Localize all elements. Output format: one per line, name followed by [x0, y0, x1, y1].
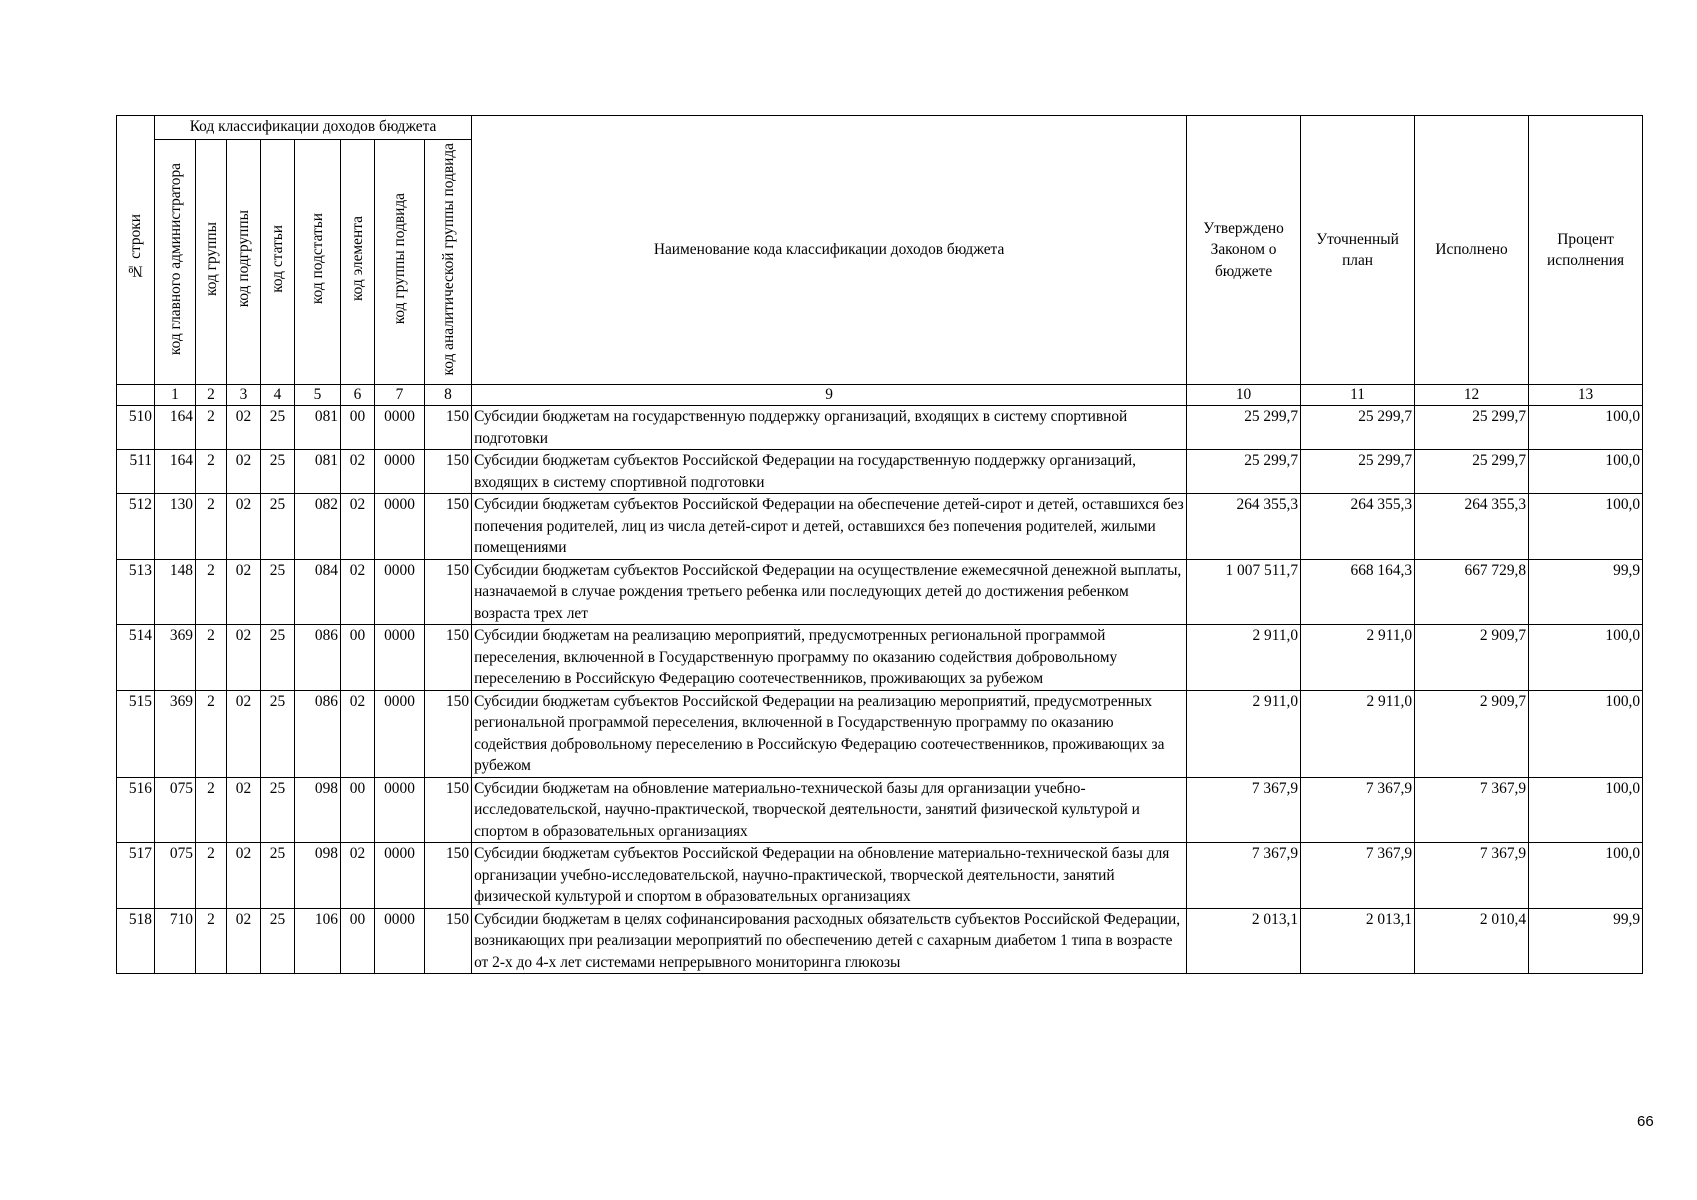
cell-no: 516 — [117, 777, 155, 843]
cell-no: 515 — [117, 690, 155, 777]
cell-no: 511 — [117, 450, 155, 494]
column-number: 9 — [472, 385, 1187, 406]
column-number: 12 — [1415, 385, 1529, 406]
cell-percent: 99,9 — [1529, 908, 1643, 974]
cell-subgrp: 0000 — [375, 777, 425, 843]
cell-subgrp: 0000 — [375, 559, 425, 625]
cell-subart: 086 — [295, 625, 341, 691]
cell-refined: 668 164,3 — [1301, 559, 1415, 625]
header-name: Наименование кода классификации доходов бюджета — [472, 116, 1187, 385]
cell-executed: 667 729,8 — [1415, 559, 1529, 625]
table-row — [117, 625, 1643, 691]
column-number-row — [117, 385, 1643, 406]
cell-percent: 100,0 — [1529, 450, 1643, 494]
cell-subart: 081 — [295, 406, 341, 450]
cell-executed: 25 299,7 — [1415, 406, 1529, 450]
column-number: 13 — [1529, 385, 1643, 406]
cell-subart: 082 — [295, 494, 341, 560]
cell-art: 25 — [261, 494, 295, 560]
cell-grp: 2 — [196, 494, 227, 560]
cell-sub: 02 — [227, 777, 261, 843]
cell-sub: 02 — [227, 843, 261, 909]
cell-refined: 264 355,3 — [1301, 494, 1415, 560]
column-number: 3 — [227, 385, 261, 406]
cell-executed: 2 909,7 — [1415, 625, 1529, 691]
cell-elem: 02 — [341, 559, 375, 625]
cell-name: Субсидии бюджетам в целях софинансирования расходных обязательств субъектов Российской Федерации, возникающих при реализации мероприятий по обеспечению детей с сахарным диабетом 1 типа в возрасте от 2-х до 4-х лет системами непрерывного мониторинга глюкозы — [472, 908, 1187, 974]
cell-refined: 25 299,7 — [1301, 406, 1415, 450]
column-number: 6 — [341, 385, 375, 406]
cell-approved: 25 299,7 — [1187, 406, 1301, 450]
cell-name: Субсидии бюджетам на реализацию мероприятий, предусмотренных региональной программой переселения, включенной в Государственную программу по оказанию содействия добровольному переселению в Российскую Федерацию соотечественников, проживающих за рубежом — [472, 625, 1187, 691]
cell-art: 25 — [261, 450, 295, 494]
cell-executed: 7 367,9 — [1415, 843, 1529, 909]
cell-admin: 164 — [155, 450, 196, 494]
cell-name: Субсидии бюджетам на государственную поддержку организаций, входящих в систему спортивной подготовки — [472, 406, 1187, 450]
cell-subart: 084 — [295, 559, 341, 625]
header-refined: Уточненный план — [1301, 116, 1415, 385]
cell-grp: 2 — [196, 406, 227, 450]
cell-subgrp: 0000 — [375, 908, 425, 974]
header-code-subtype-group: код группы подвида — [375, 140, 425, 385]
header-approved: Утверждено Законом о бюджете — [1187, 116, 1301, 385]
cell-approved: 1 007 511,7 — [1187, 559, 1301, 625]
cell-percent: 100,0 — [1529, 406, 1643, 450]
cell-art: 25 — [261, 908, 295, 974]
cell-anal: 150 — [425, 690, 472, 777]
column-number: 10 — [1187, 385, 1301, 406]
cell-grp: 2 — [196, 843, 227, 909]
cell-admin: 075 — [155, 843, 196, 909]
cell-grp: 2 — [196, 777, 227, 843]
table-row — [117, 908, 1643, 974]
cell-anal: 150 — [425, 450, 472, 494]
cell-name: Субсидии бюджетам субъектов Российской Федерации на обновление материально-технической базы для организации учебно-исследовательской, научно-практической, творческой деятельности, занятий физической культурой и спортом в образовательных организациях — [472, 843, 1187, 909]
cell-admin: 075 — [155, 777, 196, 843]
header-code-subgroup: код подгруппы — [227, 140, 261, 385]
cell-subgrp: 0000 — [375, 625, 425, 691]
cell-admin: 369 — [155, 690, 196, 777]
header-executed: Исполнено — [1415, 116, 1529, 385]
cell-no: 510 — [117, 406, 155, 450]
cell-admin: 148 — [155, 559, 196, 625]
cell-no: 512 — [117, 494, 155, 560]
cell-no: 517 — [117, 843, 155, 909]
cell-anal: 150 — [425, 777, 472, 843]
cell-elem: 00 — [341, 908, 375, 974]
table-row — [117, 777, 1643, 843]
cell-sub: 02 — [227, 625, 261, 691]
cell-no: 518 — [117, 908, 155, 974]
cell-percent: 100,0 — [1529, 625, 1643, 691]
cell-name: Субсидии бюджетам субъектов Российской Федерации на обеспечение детей-сирот и детей, оставшихся без попечения родителей, лиц из числа детей-сирот и детей, оставшихся без попечения родителей, жилыми помещениями — [472, 494, 1187, 560]
cell-approved: 7 367,9 — [1187, 777, 1301, 843]
cell-percent: 100,0 — [1529, 777, 1643, 843]
cell-name: Субсидии бюджетам субъектов Российской Федерации на осуществление ежемесячной денежной выплаты, назначаемой в случае рождения третьего ребенка или последующих детей до достижения ребенком возраста трех лет — [472, 559, 1187, 625]
cell-sub: 02 — [227, 494, 261, 560]
header-code-analytic-group: код аналитической группы подвида — [425, 140, 472, 385]
cell-approved: 264 355,3 — [1187, 494, 1301, 560]
column-number: 1 — [155, 385, 196, 406]
cell-sub: 02 — [227, 908, 261, 974]
cell-refined: 7 367,9 — [1301, 777, 1415, 843]
cell-anal: 150 — [425, 559, 472, 625]
cell-subgrp: 0000 — [375, 843, 425, 909]
budget-revenue-table — [116, 115, 1643, 974]
cell-approved: 2 911,0 — [1187, 625, 1301, 691]
cell-art: 25 — [261, 559, 295, 625]
cell-elem: 02 — [341, 494, 375, 560]
cell-percent: 99,9 — [1529, 559, 1643, 625]
cell-approved: 2 911,0 — [1187, 690, 1301, 777]
cell-anal: 150 — [425, 908, 472, 974]
cell-refined: 25 299,7 — [1301, 450, 1415, 494]
cell-name: Субсидии бюджетам субъектов Российской Федерации на государственную поддержку организаций, входящих в систему спортивной подготовки — [472, 450, 1187, 494]
column-number: 2 — [196, 385, 227, 406]
cell-executed: 2 909,7 — [1415, 690, 1529, 777]
cell-admin: 130 — [155, 494, 196, 560]
cell-art: 25 — [261, 690, 295, 777]
cell-approved: 2 013,1 — [1187, 908, 1301, 974]
header-code-group: код группы — [196, 140, 227, 385]
cell-admin: 369 — [155, 625, 196, 691]
cell-art: 25 — [261, 843, 295, 909]
column-number: 11 — [1301, 385, 1415, 406]
header-code-subarticle: код подстатьи — [295, 140, 341, 385]
cell-percent: 100,0 — [1529, 690, 1643, 777]
cell-subart: 098 — [295, 777, 341, 843]
header-code-element: код элемента — [341, 140, 375, 385]
header-classification-group: Код классификации доходов бюджета — [155, 116, 472, 140]
cell-refined: 2 911,0 — [1301, 690, 1415, 777]
cell-subgrp: 0000 — [375, 406, 425, 450]
header-percent: Процент исполнения — [1529, 116, 1643, 385]
cell-sub: 02 — [227, 690, 261, 777]
cell-elem: 00 — [341, 625, 375, 691]
cell-anal: 150 — [425, 406, 472, 450]
column-number: 4 — [261, 385, 295, 406]
cell-refined: 2 013,1 — [1301, 908, 1415, 974]
cell-grp: 2 — [196, 450, 227, 494]
cell-grp: 2 — [196, 908, 227, 974]
column-number: 5 — [295, 385, 341, 406]
page-number: 66 — [1637, 1113, 1654, 1130]
table-row — [117, 450, 1643, 494]
cell-art: 25 — [261, 625, 295, 691]
cell-executed: 2 010,4 — [1415, 908, 1529, 974]
cell-elem: 02 — [341, 450, 375, 494]
cell-admin: 164 — [155, 406, 196, 450]
header-code-admin: код главного администратора — [155, 140, 196, 385]
cell-anal: 150 — [425, 843, 472, 909]
cell-approved: 25 299,7 — [1187, 450, 1301, 494]
cell-executed: 25 299,7 — [1415, 450, 1529, 494]
cell-subart: 086 — [295, 690, 341, 777]
cell-subgrp: 0000 — [375, 690, 425, 777]
cell-elem: 00 — [341, 406, 375, 450]
cell-grp: 2 — [196, 625, 227, 691]
cell-elem: 00 — [341, 777, 375, 843]
cell-elem: 02 — [341, 690, 375, 777]
column-number: 8 — [425, 385, 472, 406]
cell-refined: 7 367,9 — [1301, 843, 1415, 909]
table-row — [117, 843, 1643, 909]
cell-sub: 02 — [227, 450, 261, 494]
cell-no: 514 — [117, 625, 155, 691]
table-row — [117, 690, 1643, 777]
cell-name: Субсидии бюджетам на обновление материально-технической базы для организации учебно-исследовательской, научно-практической, творческой деятельности, занятий физической культурой и спортом в образовательных организациях — [472, 777, 1187, 843]
cell-grp: 2 — [196, 559, 227, 625]
cell-admin: 710 — [155, 908, 196, 974]
cell-refined: 2 911,0 — [1301, 625, 1415, 691]
header-row-number: № строки — [117, 116, 155, 385]
cell-no: 513 — [117, 559, 155, 625]
cell-subart: 106 — [295, 908, 341, 974]
cell-subgrp: 0000 — [375, 450, 425, 494]
cell-elem: 02 — [341, 843, 375, 909]
cell-sub: 02 — [227, 559, 261, 625]
cell-sub: 02 — [227, 406, 261, 450]
cell-anal: 150 — [425, 494, 472, 560]
cell-art: 25 — [261, 777, 295, 843]
column-number: 7 — [375, 385, 425, 406]
cell-percent: 100,0 — [1529, 494, 1643, 560]
cell-approved: 7 367,9 — [1187, 843, 1301, 909]
cell-subart: 098 — [295, 843, 341, 909]
cell-art: 25 — [261, 406, 295, 450]
cell-percent: 100,0 — [1529, 843, 1643, 909]
column-number — [117, 385, 155, 406]
cell-anal: 150 — [425, 625, 472, 691]
cell-name: Субсидии бюджетам субъектов Российской Федерации на реализацию мероприятий, предусмотренных региональной программой переселения, включенной в Государственную программу по оказанию содействия добровольному переселению в Российскую Федерацию соотечественников, проживающих за рубежом — [472, 690, 1187, 777]
cell-executed: 264 355,3 — [1415, 494, 1529, 560]
table-row — [117, 494, 1643, 560]
cell-executed: 7 367,9 — [1415, 777, 1529, 843]
cell-grp: 2 — [196, 690, 227, 777]
table-row — [117, 406, 1643, 450]
cell-subart: 081 — [295, 450, 341, 494]
header-code-article: код статьи — [261, 140, 295, 385]
cell-subgrp: 0000 — [375, 494, 425, 560]
table-row — [117, 559, 1643, 625]
